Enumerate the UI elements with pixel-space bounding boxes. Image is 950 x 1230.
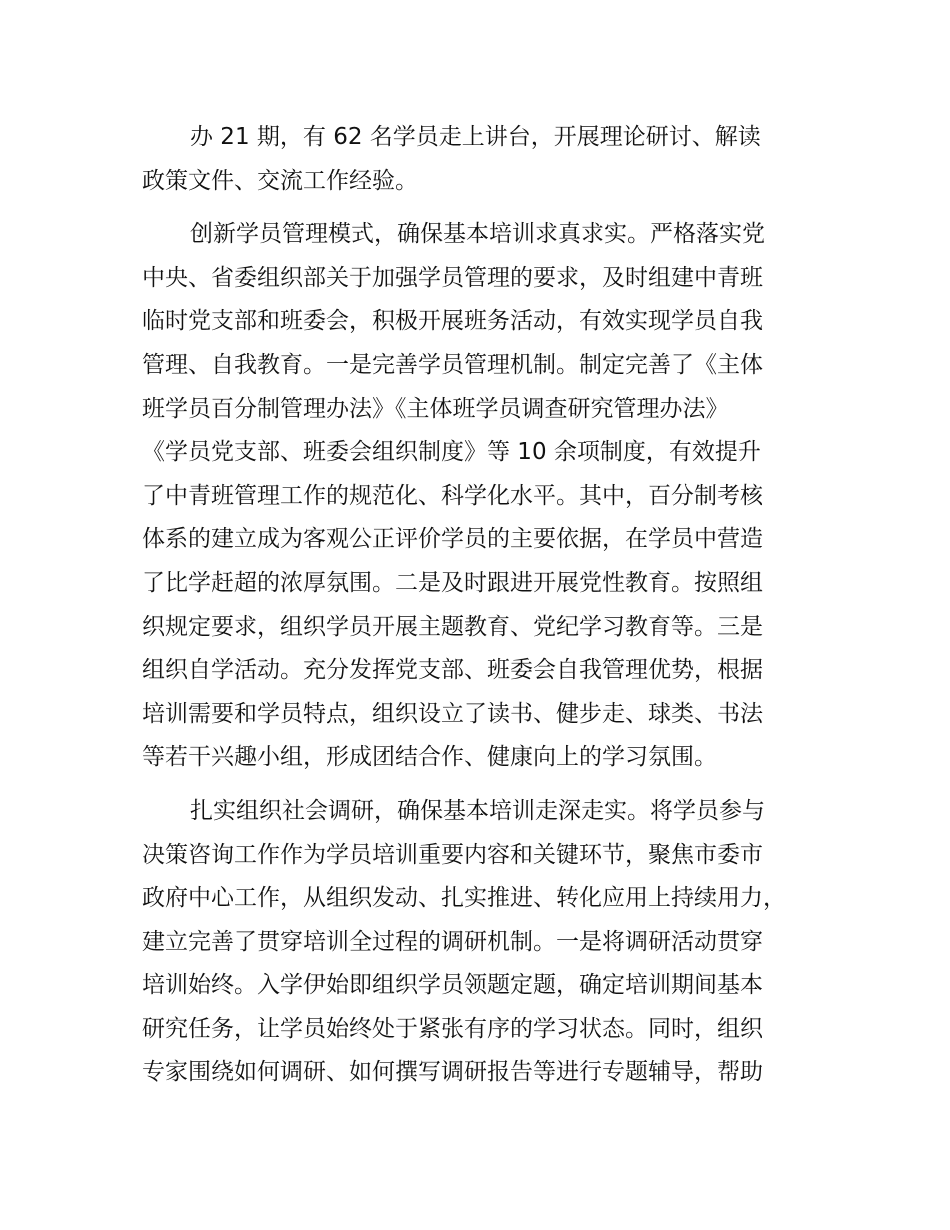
text-line: 扎实组织社会调研，确保基本培训走深走实。将学员参与 (190, 797, 765, 824)
text-line: 中央、省委组织部关于加强学员管理的要求，及时组建中青班 (142, 264, 763, 291)
text-line: 临时党支部和班委会，积极开展班务活动，有效实现学员自我 (142, 308, 763, 335)
text-line: 专家围绕如何调研、如何撰写调研报告等进行专题辅导，帮助 (142, 1059, 763, 1086)
document-page (142, 116, 810, 1105)
text-line: 体系的建立成为客观公正评价学员的主要依据，在学员中营造 (142, 526, 763, 553)
paragraph-2 (142, 213, 810, 780)
text-line: 建立完善了贯穿培训全过程的调研机制。一是将调研活动贯穿 (142, 928, 763, 955)
text-line: 组织自学活动。充分发挥党支部、班委会自我管理优势，根据 (142, 657, 763, 684)
text-line: 研究任务，让学员始终处于紧张有序的学习状态。同时，组织 (142, 1015, 763, 1042)
text-line: 培训需要和学员特点，组织设立了读书、健步走、球类、书法 (142, 700, 763, 727)
text-line: 办 21 期，有 62 名学员走上讲台，开展理论研讨、解读 (190, 124, 761, 150)
text-line: 管理、自我教育。一是完善学员管理机制。制定完善了《主体 (142, 351, 763, 378)
paragraph-3 (142, 790, 810, 1095)
text-line: 政策文件、交流工作经验。 (142, 167, 418, 194)
text-line: 了中青班管理工作的规范化、科学化水平。其中，百分制考核 (142, 482, 763, 509)
text-line: 了比学赶超的浓厚氛围。二是及时跟进开展党性教育。按照组 (142, 569, 763, 596)
text-line: 班学员百分制管理办法》《主体班学员调查研究管理办法》 (142, 395, 729, 422)
text-line: 《学员党支部、班委会组织制度》等 10 余项制度，有效提升 (142, 439, 761, 466)
text-line: 决策咨询工作作为学员培训重要内容和关键环节，聚焦市委市 (142, 841, 763, 868)
text-line: 政府中心工作，从组织发动、扎实推进、转化应用上持续用力， (142, 885, 786, 912)
text-line: 等若干兴趣小组，形成团结合作、健康向上的学习氛围。 (142, 744, 717, 771)
paragraph-1 (142, 116, 810, 203)
text-line: 创新学员管理模式，确保基本培训求真求实。严格落实党 (190, 221, 765, 248)
text-line: 培训始终。入学伊始即组织学员领题定题，确定培训期间基本 (142, 972, 763, 999)
text-line: 织规定要求，组织学员开展主题教育、党纪学习教育等。三是 (142, 613, 763, 640)
